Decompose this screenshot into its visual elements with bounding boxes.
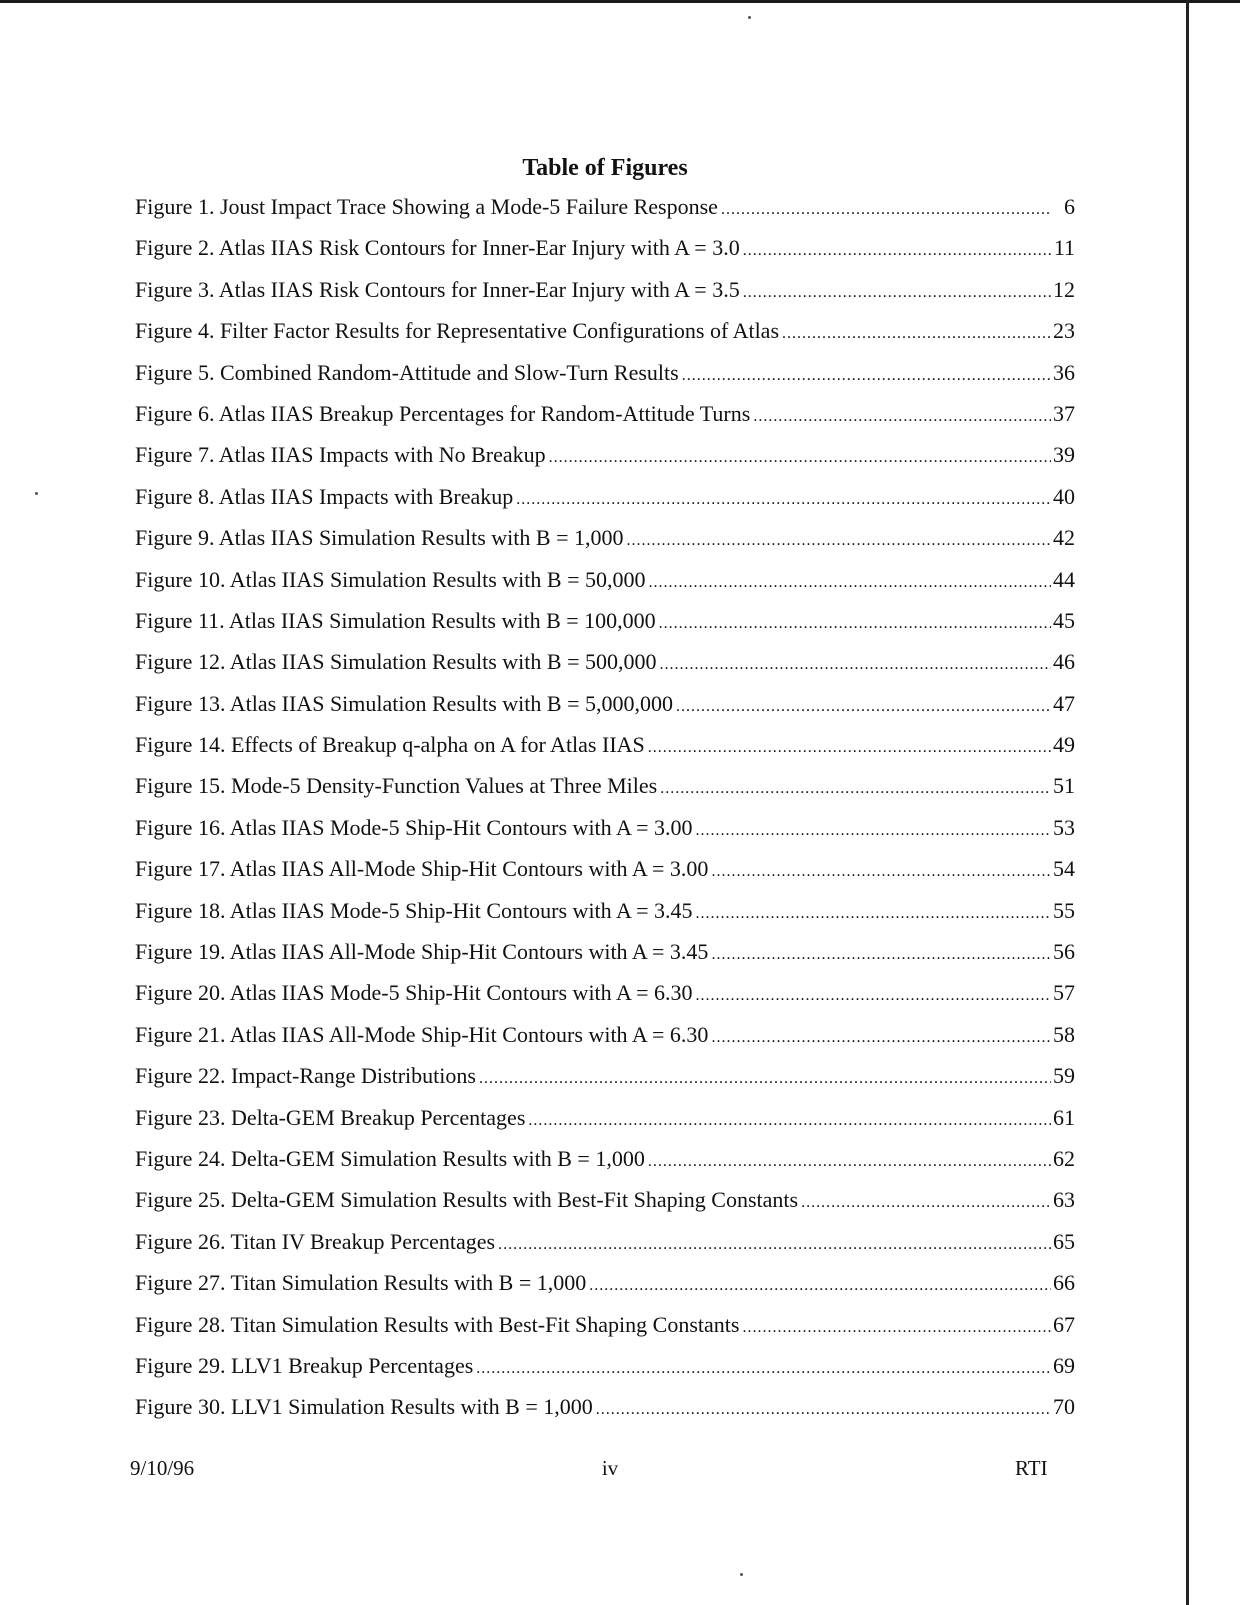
figure-entry-label: Figure 28. Titan Simulation Results with Best-Fit Shaping Constants	[135, 1311, 740, 1337]
figure-entry-label: Figure 8. Atlas IIAS Impacts with Breakup	[135, 483, 514, 509]
figure-entry-label: Figure 6. Atlas IIAS Breakup Percentages for Random-Attitude Turns	[135, 400, 751, 426]
figure-entry	[135, 1228, 1075, 1269]
figure-entry	[135, 690, 1075, 731]
figure-entry-label: Figure 10. Atlas IIAS Simulation Results with B = 50,000	[135, 566, 646, 592]
dot-leader	[476, 1355, 1051, 1383]
page-title: Table of Figures	[522, 155, 688, 181]
figure-entry	[135, 193, 1075, 234]
figure-entry-label: Figure 25. Delta-GEM Simulation Results with Best-Fit Shaping Constants	[135, 1187, 799, 1213]
dot-leader	[782, 320, 1051, 348]
figure-entry-page: 40	[1053, 483, 1075, 509]
figure-entry	[135, 1186, 1075, 1227]
dot-leader	[801, 1189, 1051, 1217]
dot-leader	[753, 403, 1051, 431]
figure-entry	[135, 979, 1075, 1020]
footer-page-number: iv	[601, 1456, 619, 1480]
right-scan-edge	[1186, 0, 1189, 1605]
dot-leader	[659, 610, 1051, 638]
dot-leader	[648, 1148, 1051, 1176]
dot-leader	[479, 1065, 1051, 1093]
dot-leader	[589, 1272, 1051, 1300]
dot-leader	[648, 734, 1051, 762]
dot-leader	[682, 362, 1051, 390]
dot-leader	[742, 1314, 1051, 1342]
figure-entry-page: 42	[1053, 525, 1075, 551]
figure-entry-page: 36	[1053, 359, 1075, 385]
figure-entry-label: Figure 2. Atlas IIAS Risk Contours for Inner-Ear Injury with A = 3.0	[135, 235, 740, 261]
figure-entry-page: 49	[1053, 732, 1075, 758]
figure-entry	[135, 1021, 1075, 1062]
figure-entry	[135, 359, 1075, 400]
figure-entry-label: Figure 14. Effects of Breakup q-alpha on A for Atlas IIAS	[135, 732, 645, 758]
figure-entry-page: 55	[1053, 897, 1075, 923]
dot-leader	[659, 651, 1051, 679]
figure-entry-page: 63	[1053, 1187, 1075, 1213]
dot-leader	[711, 941, 1051, 969]
figure-entry-page: 53	[1053, 814, 1075, 840]
figure-entry-label: Figure 3. Atlas IIAS Risk Contours for Inner-Ear Injury with A = 3.5	[135, 276, 740, 302]
figure-entry-page: 6	[1064, 194, 1075, 219]
figure-entry-page: 37	[1053, 400, 1075, 426]
figure-entry-label: Figure 11. Atlas IIAS Simulation Results with B = 100,000	[135, 607, 656, 633]
figure-entry-label: Figure 7. Atlas IIAS Impacts with No Breakup	[135, 442, 546, 468]
dot-leader	[711, 858, 1051, 886]
figure-entry	[135, 1145, 1075, 1186]
figure-entry	[135, 234, 1075, 275]
scan-speck	[35, 492, 38, 495]
figure-entry	[135, 483, 1075, 524]
figure-entry-label: Figure 12. Atlas IIAS Simulation Results with B = 500,000	[135, 649, 657, 675]
figure-entry-label: Figure 29. LLV1 Breakup Percentages	[135, 1352, 474, 1378]
dot-leader	[743, 279, 1051, 307]
dot-leader	[696, 900, 1051, 928]
figure-entry-page: 67	[1053, 1311, 1075, 1337]
figure-entry-page: 56	[1053, 939, 1075, 965]
figure-entry-page: 54	[1053, 856, 1075, 882]
figure-entry	[135, 938, 1075, 979]
dot-leader	[626, 527, 1051, 555]
figure-entry-page: 51	[1053, 773, 1075, 799]
dot-leader	[549, 444, 1051, 472]
figure-entry-label: Figure 4. Filter Factor Results for Representative Configurations of Atlas	[135, 318, 780, 344]
figure-entry	[135, 607, 1075, 648]
figure-entry	[135, 1352, 1075, 1393]
figure-entry	[135, 276, 1075, 317]
figure-entry-label: Figure 17. Atlas IIAS All-Mode Ship-Hit Contours with A = 3.00	[135, 856, 709, 882]
figure-entry-label: Figure 1. Joust Impact Trace Showing a Mode-5 Failure Response	[135, 194, 718, 219]
figure-entry	[135, 648, 1075, 689]
figure-entry-label: Figure 21. Atlas IIAS All-Mode Ship-Hit Contours with A = 6.30	[135, 1021, 709, 1047]
figure-entry-label: Figure 23. Delta-GEM Breakup Percentages	[135, 1104, 526, 1130]
figure-list	[135, 193, 1075, 1435]
figure-entry	[135, 1104, 1075, 1145]
figure-entry-page: 47	[1053, 690, 1075, 716]
figure-entry	[135, 400, 1075, 441]
figure-entry-page: 66	[1053, 1270, 1075, 1296]
figure-entry-label: Figure 24. Delta-GEM Simulation Results with B = 1,000	[135, 1145, 645, 1171]
scan-speck	[740, 1573, 743, 1576]
dot-leader	[648, 569, 1051, 597]
figure-entry-page: 70	[1053, 1394, 1075, 1420]
figure-entry-page: 57	[1053, 980, 1075, 1006]
dot-leader	[528, 1107, 1051, 1135]
figure-entry	[135, 1393, 1075, 1434]
figure-entry-page: 44	[1053, 566, 1075, 592]
top-scan-edge	[0, 0, 1240, 3]
dot-leader	[516, 486, 1051, 514]
figure-entry-page: 65	[1053, 1228, 1075, 1254]
figure-entry-label: Figure 27. Titan Simulation Results with B = 1,000	[135, 1270, 587, 1296]
figure-entry-page: 62	[1053, 1145, 1075, 1171]
figure-entry-page: 59	[1053, 1063, 1075, 1089]
figure-entry-label: Figure 15. Mode-5 Density-Function Values at Three Miles	[135, 773, 658, 799]
figure-entry-page: 46	[1053, 649, 1075, 675]
figure-entry	[135, 855, 1075, 896]
dot-leader	[498, 1231, 1051, 1259]
dot-leader	[711, 1024, 1051, 1052]
figure-entry	[135, 441, 1075, 482]
figure-entry	[135, 566, 1075, 607]
figure-entry-page: 23	[1053, 318, 1075, 344]
figure-entry	[135, 317, 1075, 358]
dot-leader	[676, 693, 1051, 721]
figure-entry-label: Figure 16. Atlas IIAS Mode-5 Ship-Hit Contours with A = 3.00	[135, 814, 693, 840]
figure-entry	[135, 731, 1075, 772]
dot-leader	[596, 1396, 1051, 1424]
figure-entry	[135, 897, 1075, 938]
figure-entry-label: Figure 5. Combined Random-Attitude and Slow-Turn Results	[135, 359, 679, 385]
footer-organization: RTI	[1015, 1456, 1048, 1480]
figure-entry-page: 39	[1053, 442, 1075, 468]
figure-entry-label: Figure 9. Atlas IIAS Simulation Results with B = 1,000	[135, 525, 624, 551]
figure-entry-label: Figure 26. Titan IV Breakup Percentages	[135, 1228, 496, 1254]
figure-entry-page: 45	[1053, 607, 1075, 633]
dot-leader	[696, 982, 1051, 1010]
figure-entry-page: 58	[1053, 1021, 1075, 1047]
dot-leader	[743, 237, 1051, 265]
figure-entry-label: Figure 18. Atlas IIAS Mode-5 Ship-Hit Contours with A = 3.45	[135, 897, 693, 923]
figure-entry	[135, 1062, 1075, 1103]
figure-entry	[135, 814, 1075, 855]
figure-entry-label: Figure 30. LLV1 Simulation Results with B = 1,000	[135, 1394, 593, 1420]
figure-entry-label: Figure 13. Atlas IIAS Simulation Results with B = 5,000,000	[135, 690, 673, 716]
dot-leader	[696, 817, 1051, 845]
figure-entry	[135, 772, 1075, 813]
figure-entry-label: Figure 22. Impact-Range Distributions	[135, 1063, 476, 1089]
figure-entry	[135, 1311, 1075, 1352]
figure-entry-page: 11	[1053, 235, 1075, 261]
figure-entry-page: 69	[1053, 1352, 1075, 1378]
figure-entry-page: 61	[1053, 1104, 1075, 1130]
footer-date: 9/10/96	[130, 1456, 195, 1480]
figure-entry-label: Figure 19. Atlas IIAS All-Mode Ship-Hit Contours with A = 3.45	[135, 939, 709, 965]
figure-entry	[135, 524, 1075, 565]
figure-entry-page: 12	[1053, 276, 1075, 302]
figure-entry	[135, 1269, 1075, 1310]
figure-entry-label: Figure 20. Atlas IIAS Mode-5 Ship-Hit Contours with A = 6.30	[135, 980, 693, 1006]
dot-leader	[721, 196, 1051, 224]
dot-leader	[660, 775, 1051, 803]
right-scan-edge-top	[1186, 0, 1240, 3]
scan-speck	[748, 16, 751, 19]
